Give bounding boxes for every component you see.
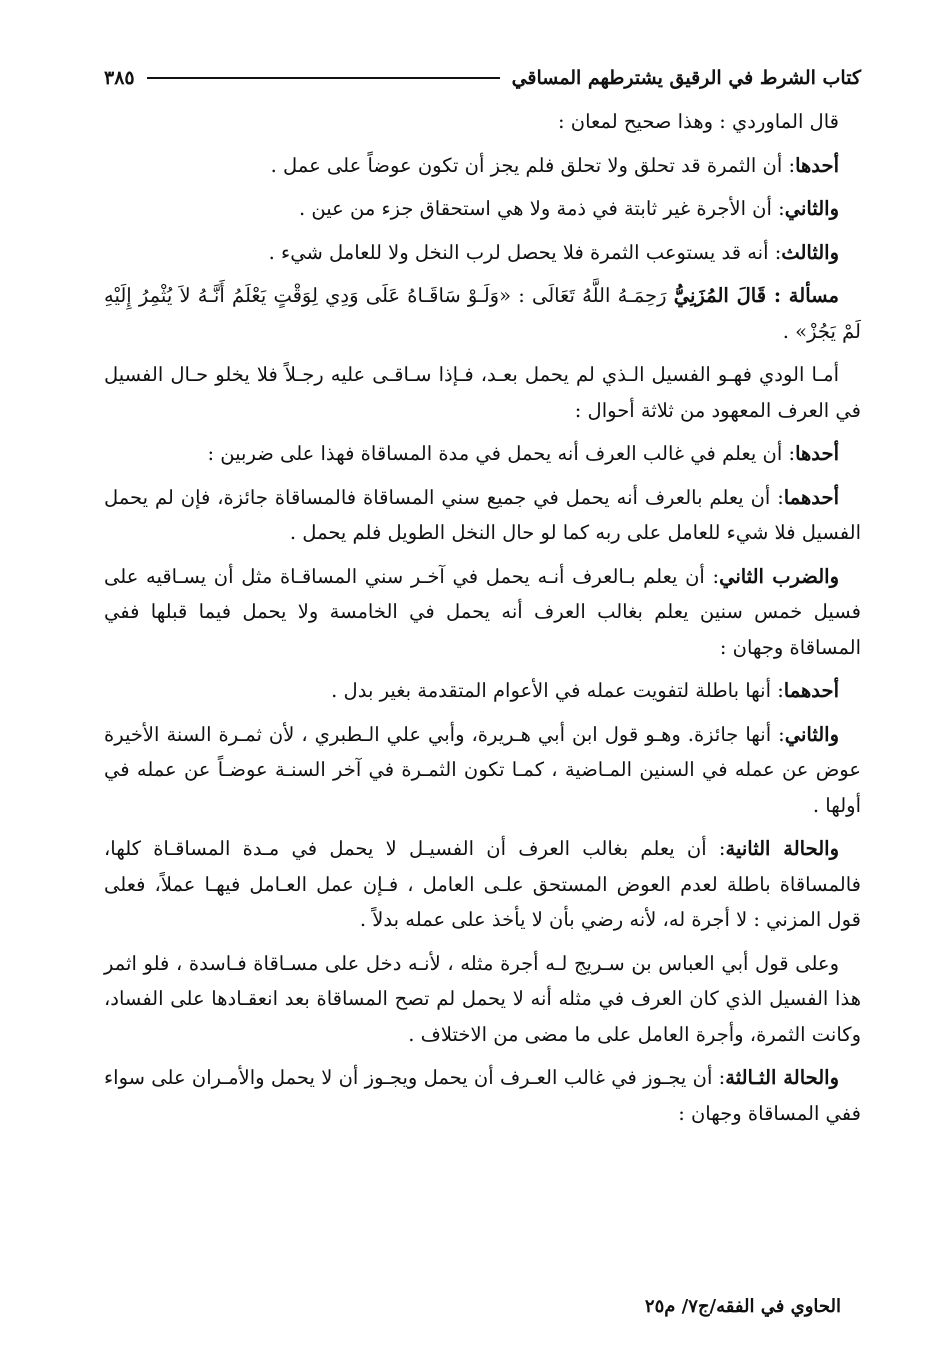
paragraph-4 — [104, 235, 861, 271]
paragraph-lead: والضرب الثاني — [719, 564, 839, 588]
footer-signature: الحاوي في الفقه/ج٧/ م٢٥ — [644, 1296, 841, 1317]
paragraph-11 — [104, 717, 861, 824]
paragraph-14 — [104, 1060, 861, 1131]
paragraph-text: : أن يجـوز في غالب العـرف أن يحمل ويجـوز أن لا يحمل والأمـران على سواء ففي المساقاة وجهان : — [104, 1066, 861, 1125]
paragraph-lead: والثالث — [781, 240, 839, 264]
header-title: كتاب الشرط في الرقيق يشترطهم المساقي — [511, 67, 861, 89]
paragraph-9 — [104, 559, 861, 666]
paragraph-lead: أحدها — [795, 153, 839, 177]
paragraph-7 — [104, 436, 861, 472]
paragraph-text: : أنها جائزة. وهـو قول ابن أبي هـريرة، وأبي علي الـطبري ، لأن ثمـرة السنة الأخيرة عوض عن عمله في السنين المـاضية ، كمـا تكون الثمـرة في آخر السنـة عوضـاً عن عمله في أولها . — [104, 722, 861, 817]
paragraph-5 — [104, 278, 861, 349]
body-text — [104, 104, 861, 1139]
paragraph-10 — [104, 673, 861, 709]
paragraph-lead: والثاني — [784, 722, 839, 746]
paragraph-text: : أن يعلم بغالب العرف أن الفسيـل لا يحمل في مـدة المساقـاة كلها، فالمساقاة باطلة لعدم العوض المستحق علـى العامل ، فـإن عمل العـامل فيهـا عملاً، فعلى قول المزني : لا أجرة له، لأنه رضي بأن لا يأخذ على عمله بدلاً . — [104, 837, 861, 931]
paragraph-lead: أحدهما — [783, 679, 839, 702]
paragraph-2 — [104, 148, 861, 184]
paragraph-6 — [104, 357, 861, 428]
paragraph-text: : أنه قد يستوعب الثمرة فلا يحصل لرب النخل ولا للعامل شيء . — [268, 240, 782, 264]
paragraph-text: قال الماوردي : وهذا صحيح لمعان : — [558, 110, 839, 133]
paragraph-12 — [104, 831, 861, 938]
paragraph-text: رَحِمَـهُ اللَّهُ تَعَالَى : «وَلَـوْ سَاقَـاهُ عَلَى وَدِي لِوَقْتٍ يَعْلَمُ أَنَّـهُ لاَ يُثْمِرُ إِلَيْهِ لَمْ يَجُزْ» . — [104, 284, 861, 343]
running-header — [104, 60, 861, 96]
paragraph-lead: أحدها — [795, 442, 839, 465]
paragraph-lead: والحالة الثانية — [725, 837, 839, 860]
header-rule — [147, 77, 500, 79]
paragraph-13 — [104, 946, 861, 1053]
paragraph-text: : أنها باطلة لتفويت عمله في الأعوام المتقدمة بغير بدل . — [331, 679, 784, 702]
paragraph-lead: والثاني — [784, 197, 839, 220]
paragraph-text: أمـا الودي فهـو الفسيل الـذي لم يحمل بعـد، فـإذا سـاقـى عليه رجـلاً فلا يخلو حـال الفسيل في العرف المعهود من ثلاثة أحوال : — [104, 363, 861, 422]
paragraph-lead: مسألة : قَالَ المُزَنِيُّ — [673, 284, 839, 307]
paragraph-8 — [104, 480, 861, 551]
paragraph-text: وعلى قول أبي العباس بن سـريج لـه أجرة مثله ، لأنـه دخل على مسـاقاة فـاسدة ، فلو اثمر هذا الفسيل الذي كان العرف في مثله أنه لا يحمل لم تصح المساقاة بعد انعقـادها على الفساد، وكانت الثمرة، وأجرة العامل على ما مضى من الاختلاف . — [104, 951, 861, 1046]
paragraph-text: : أن الأجرة غير ثابتة في ذمة ولا هي استحقاق جزء من عين . — [299, 197, 785, 220]
paragraph-1 — [104, 104, 861, 140]
paragraph-text: : أن يعلم بالعرف أنه يحمل في جميع سني المساقاة فالمساقاة جائزة، فإن لم يحمل الفسيل فلا شيء للعامل على ربه كما لو حال النخل الطويل فلم يحمل . — [104, 485, 861, 544]
paragraph-lead: أحدهما — [783, 485, 839, 509]
paragraph-text: : أن الثمرة قد تحلق ولا تحلق فلم يجز أن تكون عوضاً على عمل . — [270, 153, 796, 177]
paragraph-text: : أن يعلم بـالعرف أنـه يحمل في آخـر سني المساقـاة مثل أن يسـاقيه على فسيل خمس سنين يعلم بغالب العرف أنه يحمل في الخامسة ولا يحمل فيما قبلها ففي المساقاة وجهان : — [104, 564, 861, 659]
page-number: ٣٨٥ — [104, 67, 135, 89]
paragraph-text: : أن يعلم في غالب العرف أنه يحمل في مدة المساقاة فهذا على ضربين : — [207, 442, 796, 465]
paragraph-lead: والحالة الثـالثة — [725, 1066, 839, 1089]
paragraph-3 — [104, 191, 861, 227]
